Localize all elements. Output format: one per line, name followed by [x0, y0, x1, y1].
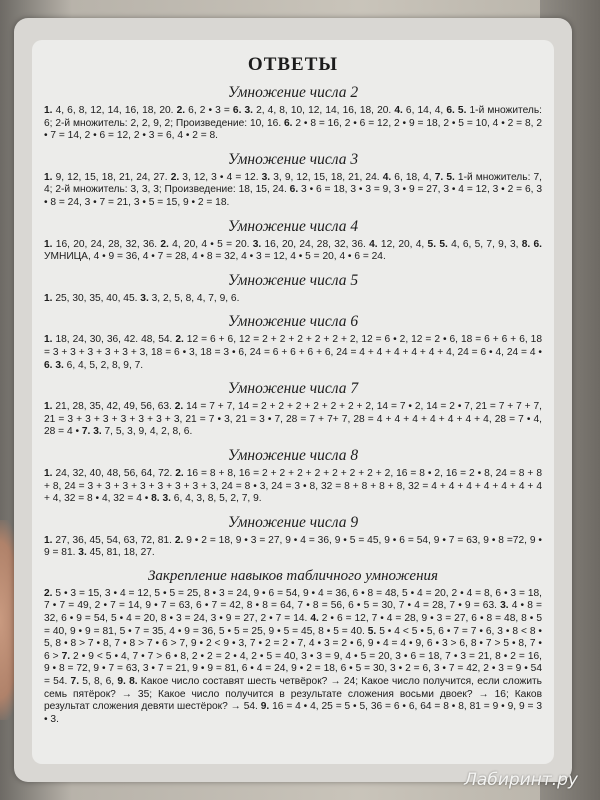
section-answers: 1. 16, 20, 24, 28, 32, 36. 2. 4, 20, 4 • 5 = 20. 3. 16, 20, 24, 28, 32, 36. 4. 12, 20, 4, 5. 5. 4, 6, 5, 7, 9, 3, 8. 6. УМНИЦА, 4 • 9 = 36, 4 • 7 = 28, 4 • 8 = 32, 4 • 3 = 12, 4 • 5 = 20, 4 • 6 = 24.	[44, 238, 542, 263]
section-answers: 1. 27, 36, 45, 54, 63, 72, 81. 2. 9 • 2 = 18, 9 • 3 = 27, 9 • 4 = 36, 9 • 5 = 45, 9 • 6 = 54, 9 • 7 = 63, 9 • 8 =72, 9 • 9 = 81. 3. 45, 81, 18, 27.	[44, 534, 542, 559]
section-heading: Закрепление навыков табличного умножения	[147, 567, 439, 584]
section-heading: Умножение числа 7	[227, 380, 359, 398]
section-answers: 1. 9, 12, 15, 18, 21, 24, 27. 2. 3, 12, 3 • 4 = 12. 3. 3, 9, 12, 15, 18, 21, 24. 4. 6, 18, 4, 7. 5. 1-й множитель: 7, 4; 2-й множитель: 3, 3, 3; Произведение: 18, 15, 24. 6. 3 • 6 = 18, 3 • 3 = 9, 3 • 9 = 27, 3 • 4 = 12, 3 • 2 = 6, 3 • 8 = 24, 3 • 7 = 21, 3 • 5 = 15, 9 • 2 = 18.	[44, 171, 542, 208]
answers-sheet	[32, 40, 554, 764]
section-answers: 1. 18, 24, 30, 36, 42. 48, 54. 2. 12 = 6 + 6, 12 = 2 + 2 + 2 + 2 + 2 + 2, 12 = 6 • 2, 12 = 2 • 6, 18 = 6 + 6 + 6, 18 = 3 + 3 + 3 + 3 + 3 + 3, 18 = 6 • 3, 18 = 3 • 6, 24 = 6 + 6 + 6 + 6, 24 = 4 + 4 + 4 + 4 + 4 + 4, 24 = 6 • 4, 24 = 4 • 6. 3. 6, 4, 5, 2, 8, 9, 7.	[44, 334, 543, 371]
section-answers: 1. 24, 32, 40, 48, 56, 64, 72. 2. 16 = 8 + 8, 16 = 2 + 2 + 2 + 2 + 2 + 2 + 2 + 2, 16 = 8 • 2, 16 = 2 • 8, 24 = 8 + 8 + 8, 24 = 3 + 3 + 3 + 3 + 3 + 3 + 3 + 3, 24 = 8 • 3, 24 = 3 • 8, 32 = 8 + 8 + 8 + 8, 32 = 4 + 4 + 4 + 4 + 4 + 4 + 4 + 4, 32 = 8 • 4, 32 = 4 • 8. 3. 6, 4, 3, 8, 5, 2, 7, 9.	[44, 467, 542, 505]
section-heading: Умножение числа 6	[227, 313, 359, 331]
section-heading: Умножение числа 9	[227, 513, 359, 531]
section-answers: 1. 25, 30, 35, 40, 45. 3. 3, 2, 5, 8, 4, 7, 9, 6.	[44, 292, 240, 304]
section-answers: 1. 21, 28, 35, 42, 49, 56, 63. 2. 14 = 7 + 7, 14 = 2 + 2 + 2 + 2 + 2 + 2 + 2, 14 = 7 • 2, 14 = 2 • 7, 21 = 7 + 7 + 7, 21 = 3 + 3 + 3 + 3 + 3 + 3 + 3, 21 = 7 • 3, 21 = 3 • 7, 28 = 7 + 7+ 7, 28 = 4 + 4 + 4 + 4 + 4 + 4 + 4, 28 = 7 • 4, 28 = 4 • 7. 3. 7, 5, 3, 9, 4, 2, 8, 6.	[44, 401, 542, 438]
section-heading: Умножение числа 2	[227, 84, 359, 101]
section-heading: Умножение числа 5	[227, 271, 359, 289]
watermark-logo: Лабиринт.ру	[464, 770, 578, 790]
page-title: ОТВЕТЫ	[247, 54, 339, 75]
section-heading: Умножение числа 8	[227, 446, 359, 464]
section-answers: 2. 5 • 3 = 15, 3 • 4 = 12, 5 • 5 = 25, 8 • 3 = 24, 9 • 6 = 54, 9 • 4 = 36, 6 • 8 = 48, 5 • 4 = 20, 2 • 4 = 8, 6 • 3 = 18, 7 • 7 = 49, 2 • 7 = 14, 9 • 7 = 63, 6 • 7 = 42, 8 • 8 = 64, 7 • 8 = 56, 6 • 5 = 30, 7 • 4 = 28, 7 • 9 = 63. 3. 4 • 8 = 32, 6 • 9 = 54, 5 • 4 = 20, 8 • 3 = 24, 3 • 9 = 27, 2 • 7 = 14. 4. 2 • 6 = 12, 7 • 4 = 28, 9 • 3 = 27, 6 • 8 = 48, 8 • 5 = 40, 9 • 9 = 81, 5 • 7 = 35, 4 • 9 = 36, 5 • 5 = 25, 9 • 5 = 45, 8 • 5 = 40. 5. 5 • 4 < 5 • 5, 6 • 7 = 7 • 6, 3 • 8 < 8 • 5, 8 • 8 > 7 • 8, 7 • 8 > 7 • 6 > 7, 9 • 2 < 9 • 3, 7 • 2 = 2 • 7, 4 • 3 = 2 • 6, 9 • 4 = 4 • 9, 6 • 3 > 6, 8 • 7 > 5 • 8, 7 • 6 > 7. 2 • 9 < 5 • 4, 7 • 7 > 6 • 8, 2 • 2 = 2 • 4, 2 • 5 = 40, 3 • 3 = 9, 4 • 5 = 20, 3 • 6 = 18, 7 • 3 = 21, 8 • 2 = 16, 9 • 8 = 72, 9 • 7 = 63, 3 • 7 = 21, 9 • 9 = 81, 6 • 4 = 24, 9 • 2 = 18, 6 • 5 = 30, 3 • 2 = 6, 3 • 7 = 42, 2 • 3 = 9 • 54 = 54. 7. 5, 8, 6, 9. 8. Какое число составят шесть четвёрок? → 24; Какое число получится, если сложить семь пятёрок? → 35; Какое число получится в результате сложения восьми двоек? → 16; Каков результат сложения девяти шестёрок? → 54. 9. 16 = 4 • 4, 25 = 5 • 5, 36 = 6 • 6, 64 = 8 • 8, 81 = 9 • 9, 9 = 3 • 3.	[44, 587, 542, 725]
section-heading: Умножение числа 3	[227, 150, 359, 168]
section-answers: 1. 4, 6, 8, 12, 14, 16, 18, 20. 2. 6, 2 • 3 = 6. 3. 2, 4, 8, 10, 12, 14, 16, 18, 20. 4. 6, 14, 4, 6. 5. 1-й множитель: 6; 2-й множитель: 2, 2, 9, 2; Произведение: 10, 16. 6. 2 • 8 = 16, 2 • 6 = 12, 2 • 9 = 18, 2 • 5 = 10, 4 • 2 = 8, 2 • 7 = 14, 2 • 6 = 12, 2 • 3 = 6, 4 • 2 = 8.	[44, 105, 543, 142]
section-heading: Умножение числа 4	[227, 217, 359, 235]
book-page	[14, 18, 572, 782]
